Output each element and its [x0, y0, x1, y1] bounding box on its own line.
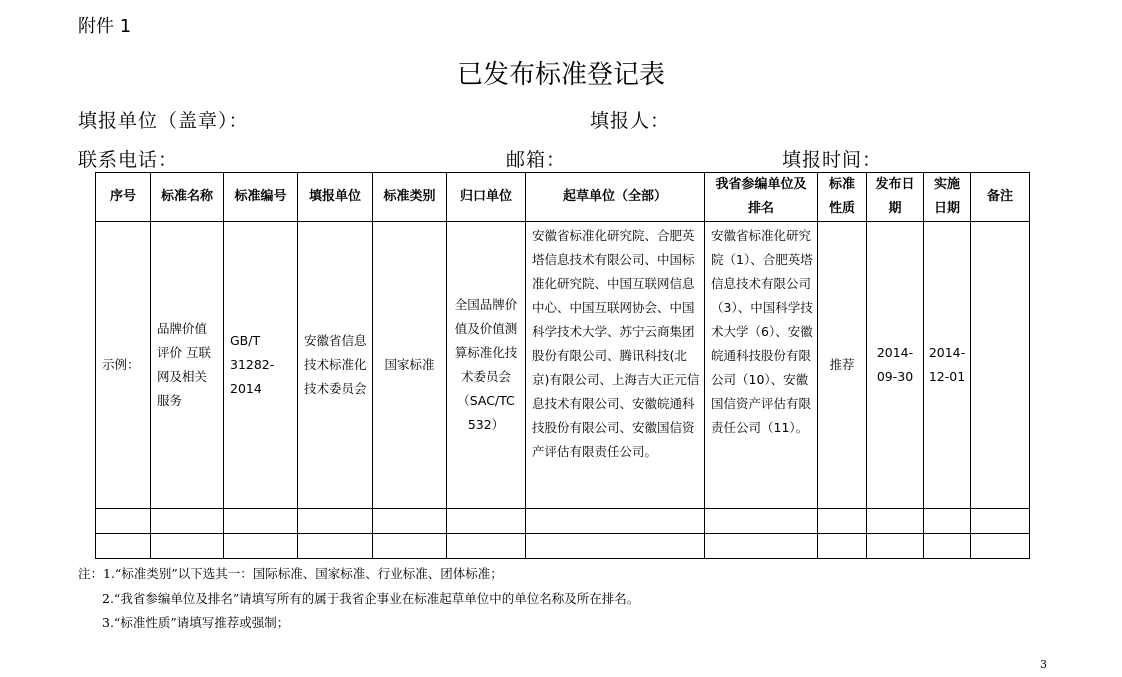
cell-seq: 示例： [96, 222, 151, 509]
cell-nature: 推荐 [818, 222, 867, 509]
page-title: 已发布标准登记表 [456, 60, 665, 90]
form-email-label: 邮箱： [506, 149, 567, 171]
note-1: 注：1.“标准类别”以下选其一：国际标准、国家标准、行业标准、团体标准； [78, 566, 503, 581]
header-owner: 归口单位 [447, 173, 526, 222]
form-time-label: 填报时间： [782, 149, 883, 171]
cell-code: GB/T 31282-2014 [224, 222, 298, 509]
cell-province: 安徽省标准化研究院（1）、合肥英塔信息技术有限公司（3）、中国科学技术大学（6）、安徽皖通科技股份有限公司（10）、安徽国信资产评估有限责任公司（11）。 [705, 222, 818, 509]
form-unit-label: 填报单位（盖章）： [78, 110, 249, 132]
header-remark: 备注 [971, 173, 1030, 222]
table-row-empty [96, 534, 1030, 559]
cell-owner: 全国品牌价值及价值测算标准化技术委员会（SAC/TC 532） [447, 222, 526, 509]
header-filler: 填报单位 [298, 173, 373, 222]
note-3: 3.“标准性质”请填写推荐或强制； [102, 615, 290, 630]
header-code: 标准编号 [224, 173, 298, 222]
table-header-row [96, 173, 1030, 222]
header-name: 标准名称 [151, 173, 224, 222]
header-seq: 序号 [96, 173, 151, 222]
table-row-example [96, 222, 1030, 509]
cell-remark [971, 222, 1030, 509]
header-category: 标准类别 [373, 173, 447, 222]
cell-category: 国家标准 [373, 222, 447, 509]
header-pub-date: 发布日 期 [867, 173, 924, 222]
cell-pub-date: 2014-09-30 [867, 222, 924, 509]
header-province: 我省参编单位及 排名 [705, 173, 818, 222]
form-phone-label: 联系电话： [78, 149, 179, 171]
cell-drafters: 安徽省标准化研究院、合肥英塔信息技术有限公司、中国标准化研究院、中国互联网信息中心、中国互联网协会、中国科学技术大学、苏宁云商集团股份有限公司、腾讯科技(北京)有限公司、上海吉大正元信息技术有限公司、安徽皖通科技股份有限公司、安徽国信资产评估有限责任公司。 [526, 222, 705, 509]
page-number: 3 [1040, 658, 1047, 671]
header-impl-date: 实施 日期 [924, 173, 971, 222]
cell-filler: 安徽省信息技术标准化技术委员会 [298, 222, 373, 509]
registration-table [95, 172, 1030, 559]
attachment-label: 附件 1 [78, 16, 132, 37]
note-2: 2.“我省参编单位及排名”请填写所有的属于我省企事业在标准起草单位中的单位名称及所在排名。 [102, 591, 640, 606]
header-drafters: 起草单位（全部） [526, 173, 705, 222]
header-nature: 标准 性质 [818, 173, 867, 222]
cell-impl-date: 2014-12-01 [924, 222, 971, 509]
table-row-empty [96, 509, 1030, 534]
form-reporter-label: 填报人： [590, 110, 671, 132]
cell-name: 品牌价值评价 互联网及相关服务 [151, 222, 224, 509]
